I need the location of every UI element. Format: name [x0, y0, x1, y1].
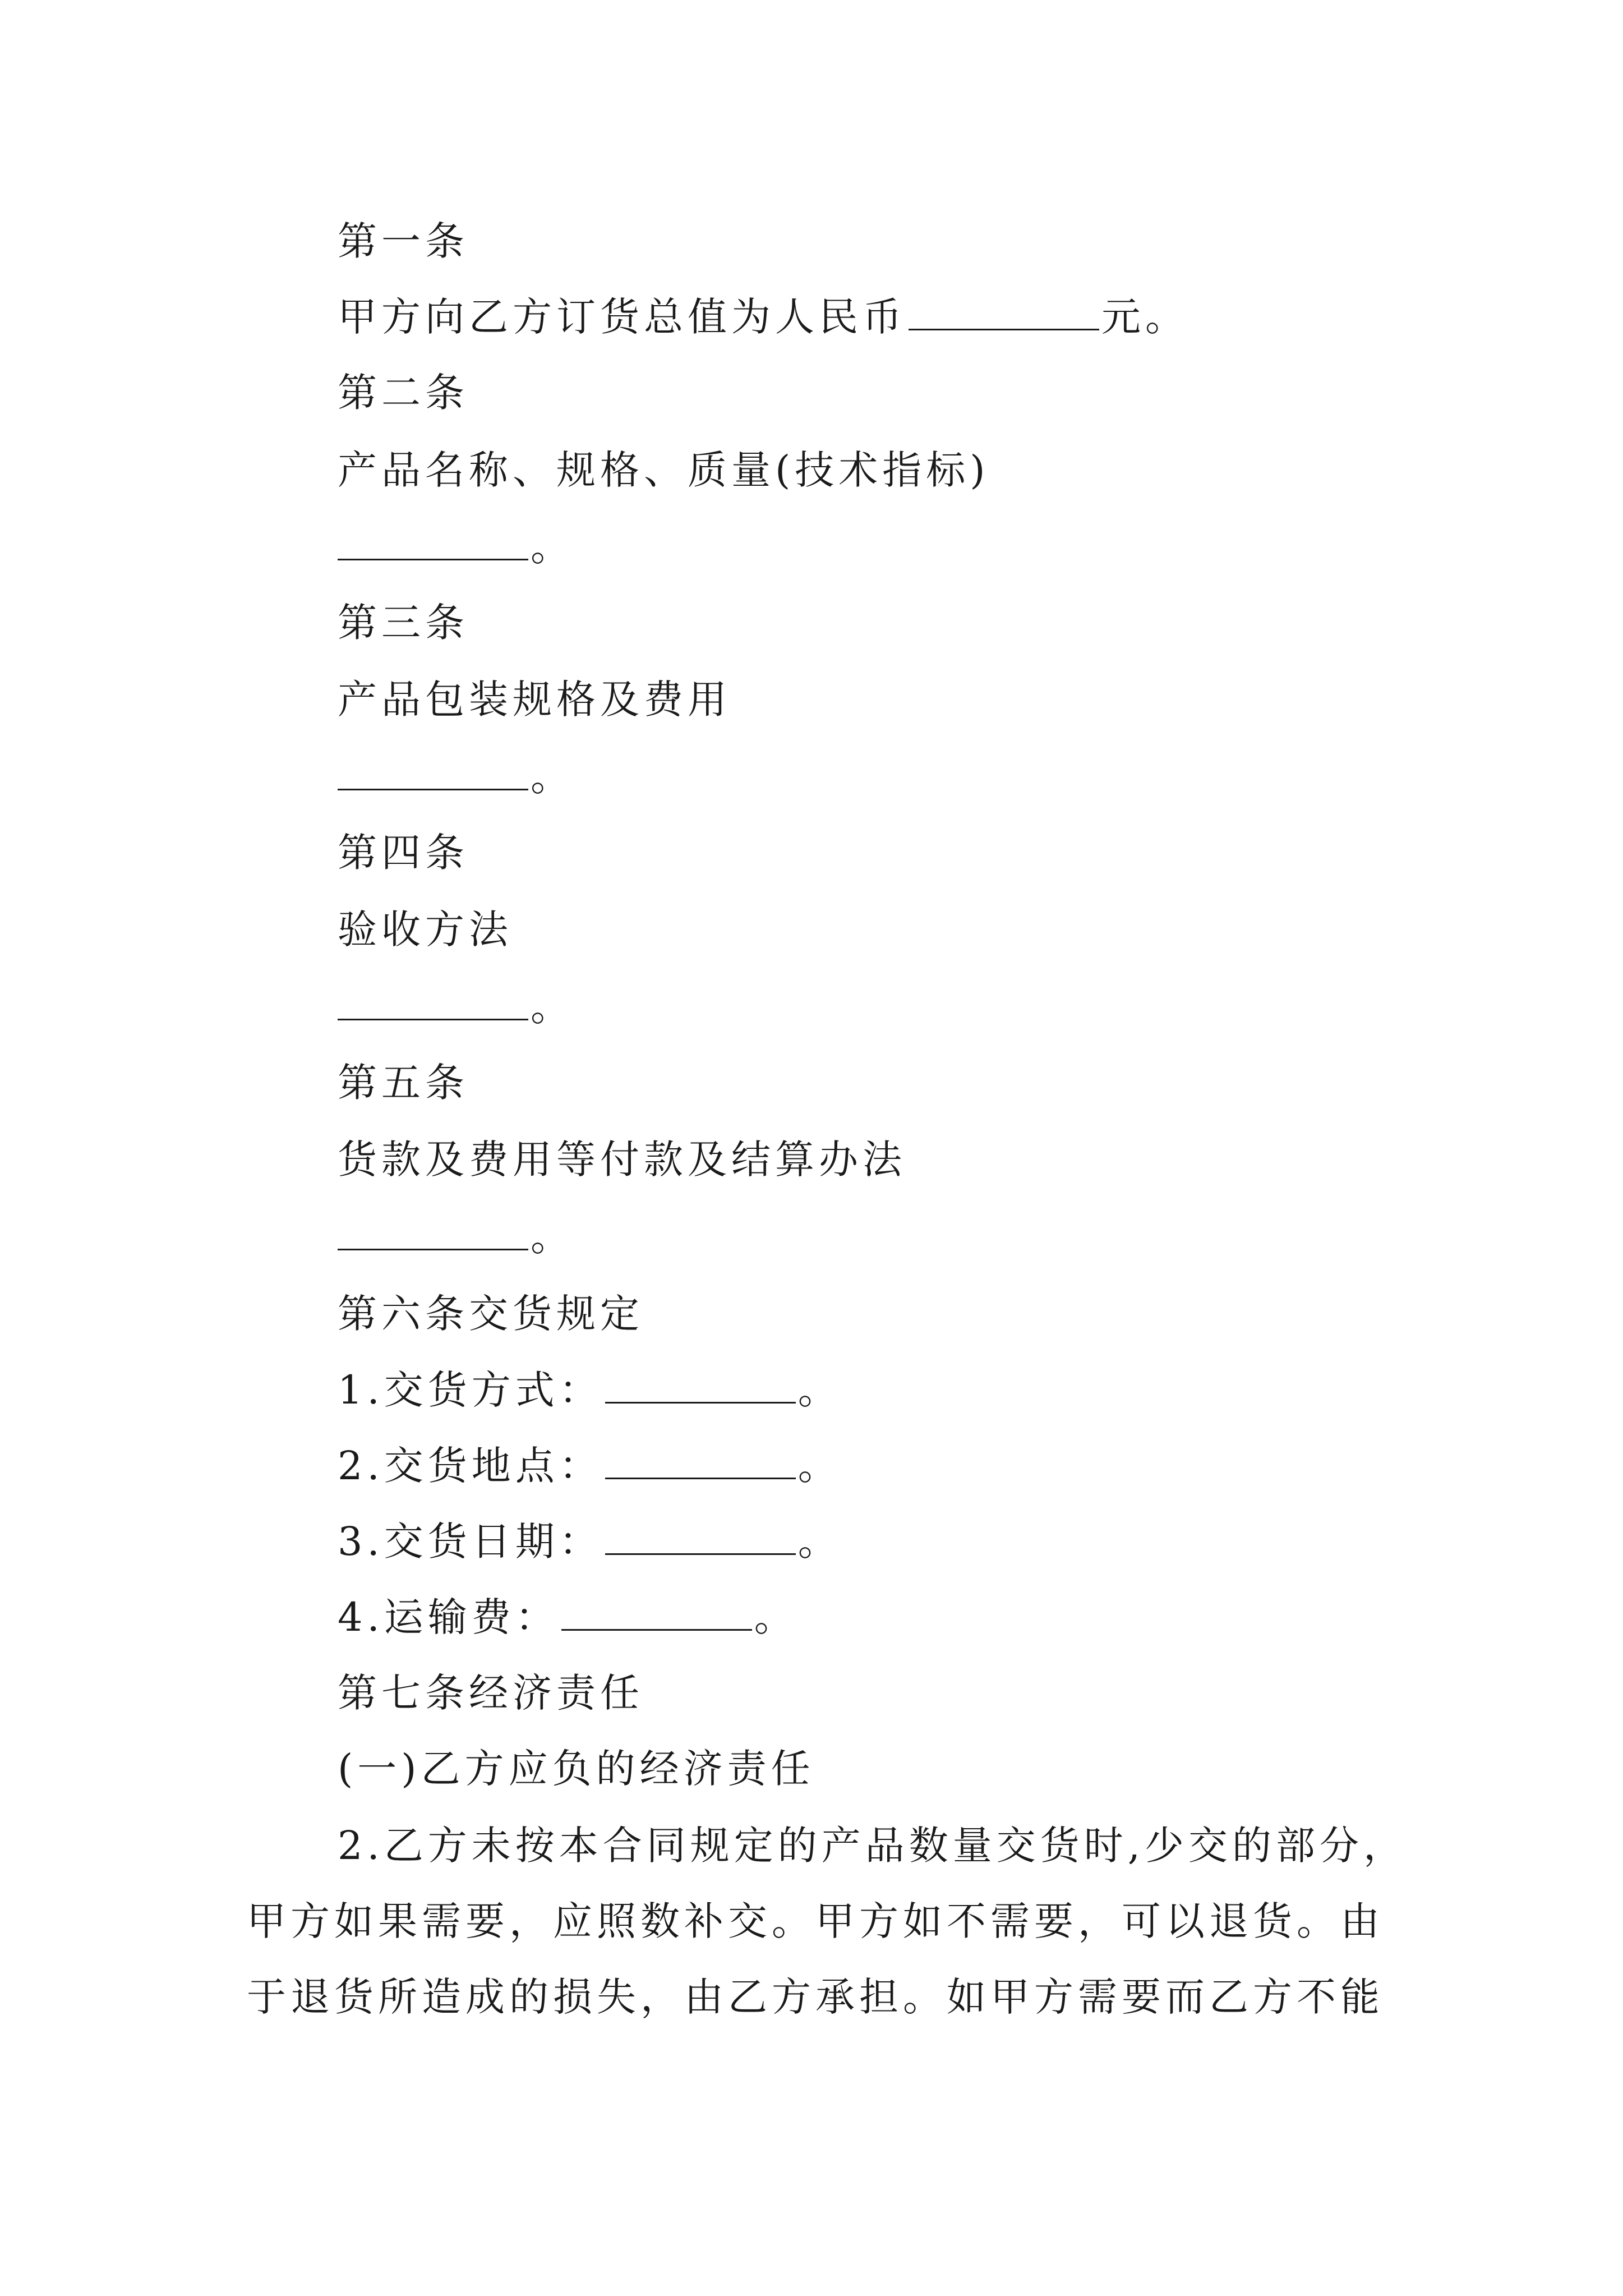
delivery-method-label: 1.交货方式：	[338, 1367, 603, 1413]
article-3-heading	[338, 595, 469, 651]
payment-text: 货款及费用等付款及结算办法	[338, 1137, 906, 1182]
packaging-period: 。	[531, 754, 574, 800]
article-7-heading-text: 第七条经济责任	[338, 1670, 644, 1716]
clause-2-text-3: 于退货所造成的损失，由乙方承担。如甲方需要而乙方不能	[247, 1974, 1384, 2020]
packaging-label	[338, 671, 731, 728]
product-spec-period: 。	[531, 524, 574, 570]
total-value-unit: 元。	[1101, 294, 1189, 340]
article-1-heading-text: 第一条	[338, 218, 469, 264]
product-spec-fill-line	[338, 519, 574, 575]
product-spec-text: 产品名称、规格、质量(技术指标)	[338, 447, 990, 493]
delivery-date-blank[interactable]	[605, 1519, 796, 1555]
clause-2-text-1: 2.乙方未按本合同规定的产品数量交货时,少交的部分，	[338, 1823, 1408, 1869]
acceptance-period: 。	[531, 984, 574, 1030]
party-b-liability-heading	[338, 1741, 815, 1797]
total-value-label: 甲方向乙方订货总值为人民币	[338, 294, 906, 340]
freight-line	[338, 1589, 798, 1645]
article-5-heading	[338, 1055, 469, 1111]
payment-label	[338, 1131, 906, 1188]
delivery-date-period: 。	[797, 1519, 842, 1565]
delivery-method-period: 。	[797, 1367, 842, 1413]
clause-2-line-1	[338, 1818, 1407, 1874]
delivery-date-line	[338, 1513, 842, 1570]
payment-period: 。	[531, 1214, 574, 1260]
article-2-heading	[338, 365, 469, 421]
freight-period: 。	[754, 1594, 798, 1640]
article-6-heading-text: 第六条交货规定	[338, 1291, 644, 1337]
total-value-line	[338, 289, 1189, 345]
delivery-place-label: 2.交货地点：	[338, 1443, 603, 1489]
article-4-heading	[338, 825, 469, 881]
clause-2-line-3	[247, 1969, 1384, 2025]
delivery-method-line	[338, 1362, 842, 1418]
packaging-blank[interactable]	[338, 754, 528, 790]
total-value-blank[interactable]	[909, 294, 1099, 330]
delivery-date-label: 3.交货日期：	[338, 1519, 603, 1565]
article-1-heading	[338, 213, 469, 269]
delivery-place-blank[interactable]	[605, 1443, 796, 1479]
article-3-heading-text: 第三条	[338, 600, 469, 646]
party-b-liability-text: (一)乙方应负的经济责任	[338, 1746, 815, 1792]
article-7-heading	[338, 1665, 644, 1721]
article-6-heading	[338, 1286, 644, 1342]
delivery-place-period: 。	[797, 1443, 842, 1489]
payment-fill-line	[338, 1209, 574, 1265]
delivery-method-blank[interactable]	[605, 1367, 796, 1404]
acceptance-label	[338, 901, 513, 958]
freight-blank[interactable]	[561, 1594, 752, 1631]
packaging-fill-line	[338, 749, 574, 805]
freight-label: 4.运输费：	[338, 1594, 559, 1640]
acceptance-blank[interactable]	[338, 984, 528, 1020]
acceptance-text: 验收方法	[338, 907, 513, 953]
payment-blank[interactable]	[338, 1214, 528, 1250]
clause-2-line-2	[247, 1893, 1384, 1949]
acceptance-fill-line	[338, 979, 574, 1035]
packaging-text: 产品包装规格及费用	[338, 677, 731, 723]
delivery-place-line	[338, 1438, 842, 1494]
clause-2-text-2: 甲方如果需要，应照数补交。甲方如不需要，可以退货。由	[247, 1898, 1384, 1944]
product-spec-blank[interactable]	[338, 524, 528, 560]
article-5-heading-text: 第五条	[338, 1060, 469, 1106]
product-spec-label	[338, 442, 990, 498]
article-2-heading-text: 第二条	[338, 370, 469, 416]
article-4-heading-text: 第四条	[338, 830, 469, 876]
